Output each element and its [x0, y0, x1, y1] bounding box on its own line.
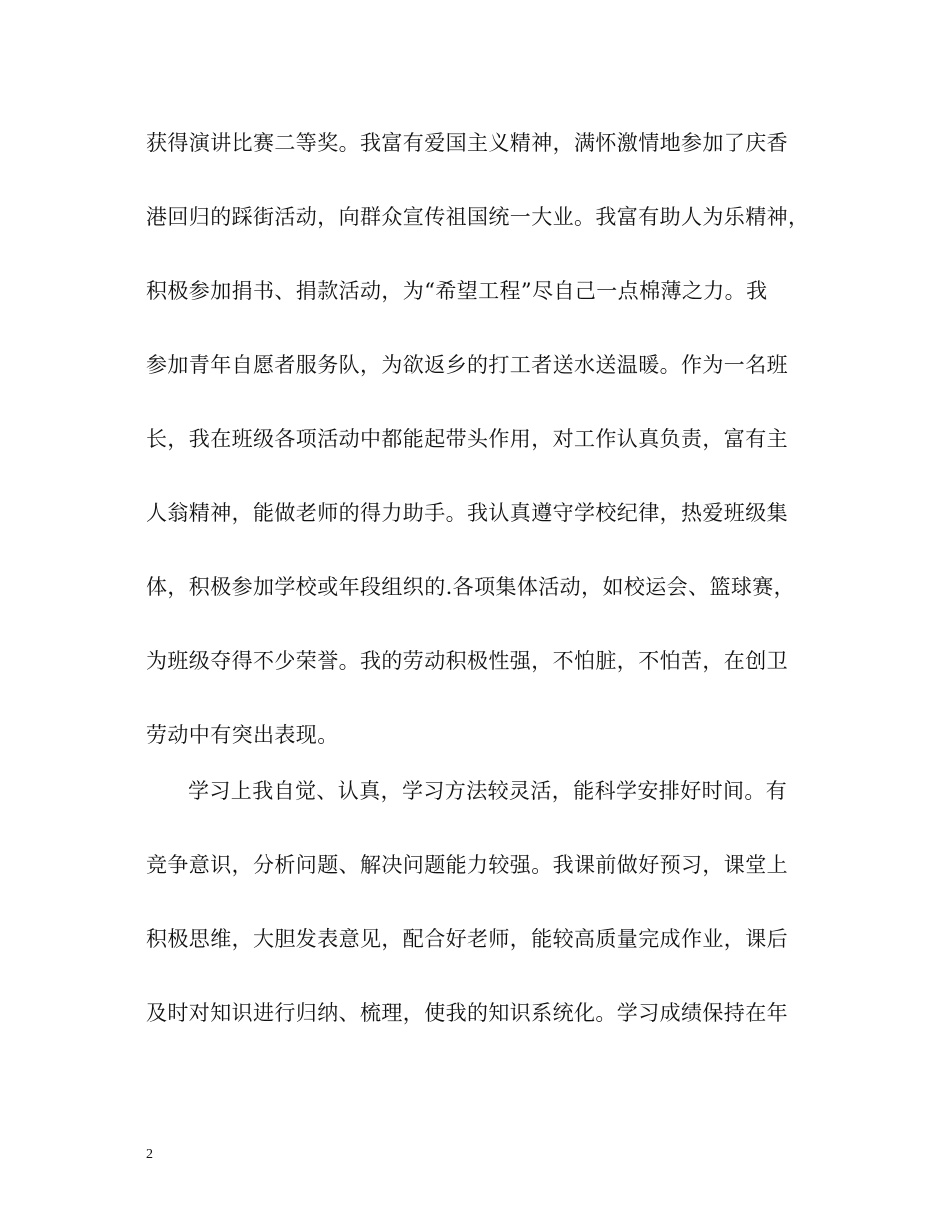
paragraph-line-8: 为班级夺得不少荣誉。我的劳动积极性强，不怕脏，不怕苦，在创卫 — [146, 649, 788, 673]
paragraph-line-7: 体，积极参加学校或年段组织的.各项集体活动，如校运会、篮球赛， — [146, 575, 796, 599]
paragraph-line-12: 积极思维，大胆发表意见，配合好老师，能较高质量完成作业，课后 — [146, 927, 788, 951]
paragraph-line-5: 长，我在班级各项活动中都能起带头作用，对工作认真负责，富有主 — [146, 427, 788, 451]
paragraph-line-3: 积极参加捐书、捐款活动，为“希望工程”尽自己一点棉薄之力。我 — [146, 279, 768, 303]
paragraph-line-13: 及时对知识进行归纳、梳理，使我的知识系统化。学习成绩保持在年 — [146, 1001, 788, 1025]
paragraph-line-6: 人翁精神，能做老师的得力助手。我认真遵守学校纪律，热爱班级集 — [146, 501, 788, 525]
page-number: 2 — [146, 1147, 153, 1162]
paragraph-line-2: 港回归的踩街活动，向群众宣传祖国统一大业。我富有助人为乐精神， — [146, 205, 810, 229]
paragraph-line-1: 获得演讲比赛二等奖。我富有爱国主义精神，满怀激情地参加了庆香 — [146, 131, 788, 155]
paragraph-line-11: 竞争意识，分析问题、解决问题能力较强。我课前做好预习，课堂上 — [146, 853, 788, 877]
paragraph-line-10: 学习上我自觉、认真，学习方法较灵活，能科学安排好时间。有 — [188, 779, 788, 803]
paragraph-line-4: 参加青年自愿者服务队，为欲返乡的打工者送水送温暖。作为一名班 — [146, 353, 788, 377]
paragraph-line-9: 劳动中有突出表现。 — [146, 723, 339, 747]
